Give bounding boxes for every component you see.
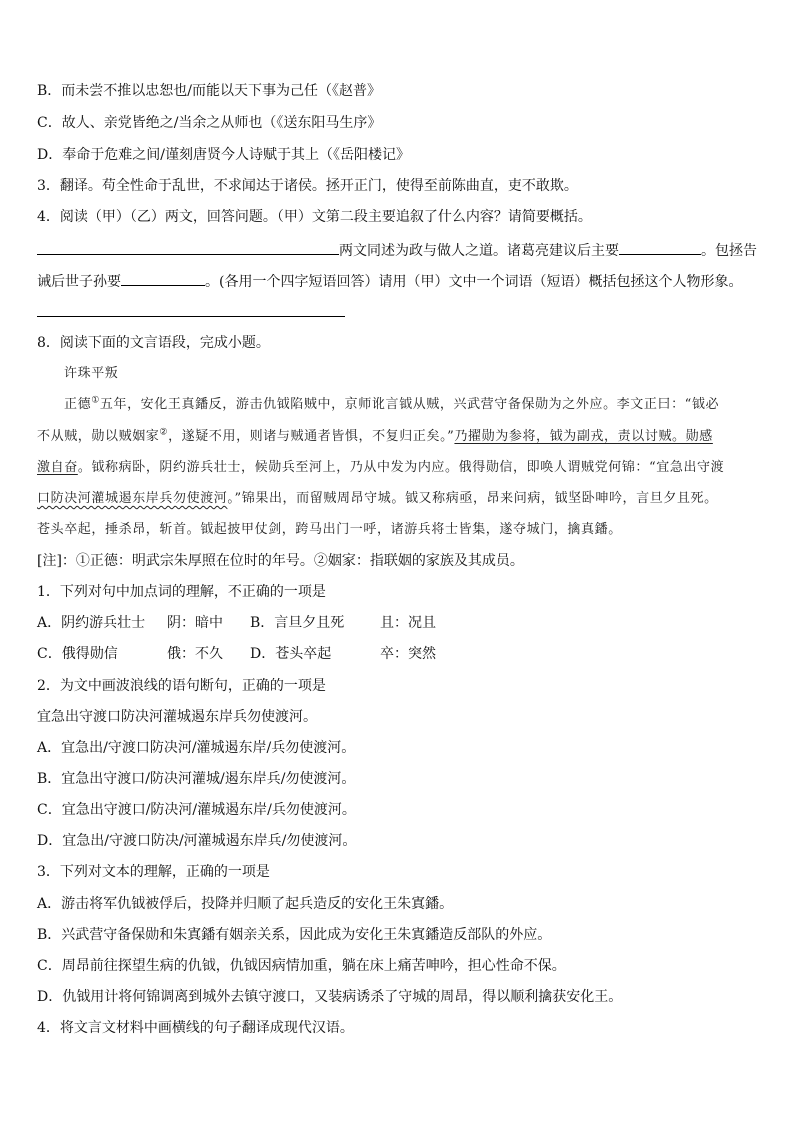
underlined-sentence: 激自奋: [37, 460, 78, 475]
footnote-marker: ②: [159, 427, 169, 438]
passage-text: 。”锦果出，而留贼周昂守城。钺又称病亟，昂来问病，钺坚卧呻吟，言旦夕且死。: [227, 491, 718, 506]
passage-line-3: [37, 459, 724, 477]
sub2-question: 2．为文中画波浪线的语句断句，正确的一项是: [37, 678, 326, 694]
q7-sub4-question: 4．阅读（甲）（乙）两文，回答问题。（甲）文第二段主要追叙了什么内容？请简要概括。: [37, 209, 592, 225]
sub1-option-b-gloss: 且：况且: [380, 615, 436, 631]
q7-option-c: C．故人、亲党皆绝之/当余之从师也（《送东阳马生序》: [37, 115, 382, 131]
footnote-marker: ①: [91, 395, 100, 406]
q7-sub4-line2-end: 。包拯告: [701, 243, 757, 259]
passage-note: [注]：①正德：明武宗朱厚照在位时的年号。②姻家：指联姻的家族及其成员。: [37, 553, 524, 569]
q7-sub4-line3-a: 诫后世子孙要: [37, 274, 121, 290]
sub2-sentence: 宜急出守渡口防决河灌城遏东岸兵勿使渡河。: [37, 709, 317, 725]
passage-text: 。钺称病卧，阴约游兵壮士，候勋兵至河上，乃从中发为内应。俄得勋信，即唤人谓贼党何锦：“宜急出守渡: [77, 460, 725, 475]
q8-heading: 8．阅读下面的文言语段，完成小题。: [37, 335, 270, 351]
sub1-question: 1．下列对句中加点词的理解，不正确的一项是: [37, 584, 326, 600]
sub3-option-c: C．周昂前往探望生病的仇钺，仇钺因病情加重，躺在床上痛苦呻吟，担心性命不保。: [37, 958, 566, 974]
answer-blank[interactable]: [37, 240, 339, 255]
passage-text: ，遂疑不用，则诸与贼通者皆惧，不复归正矣。”: [168, 429, 455, 444]
sub1-option-c-gloss: 俄：不久: [167, 646, 223, 662]
q7-sub4-line3: [37, 271, 742, 291]
sub2-option-b: B．宜急出守渡口/防决河灌城/遏东岸兵/勿使渡河。: [37, 771, 356, 787]
wavy-underlined-sentence: 口防决河灌城遏东岸兵勿使渡河: [37, 491, 228, 506]
sub3-question: 3．下列对文本的理解，正确的一项是: [37, 864, 270, 880]
sub2-option-c: C．宜急出守渡口/防决河/灌城遏东岸/兵勿使渡河。: [37, 802, 356, 818]
q7-answer-line: [37, 302, 345, 322]
q7-option-b: B．而未尝不推以忠恕也/而能以天下事为己任（《赵普》: [37, 83, 382, 99]
sub1-options-ab: [37, 614, 436, 632]
answer-blank[interactable]: [37, 302, 345, 317]
passage-text: 不从贼，勋以贼姻家: [37, 429, 160, 444]
passage-title: 许珠平叛: [64, 366, 119, 381]
sub1-option-a-gloss: 阴：暗中: [167, 615, 223, 631]
sub1-option-d: D．苍头卒起: [250, 646, 332, 662]
passage-line-5: 苍头卒起，捶杀昂，斩首。钺起披甲仗剑，跨马出门一呼，诸游兵将士皆集，遂夺城门，擒真鐇。: [37, 522, 622, 537]
passage-line-1: [64, 396, 719, 414]
q7-sub3-translation: 3．翻译。苟全性命于乱世，不求闻达于诸侯。拯开正门，使得至前陈曲直，吏不敢欺。: [37, 178, 578, 194]
passage-line-4: [37, 490, 718, 508]
passage-line-2: [37, 428, 713, 446]
q7-option-d: D．奉命于危难之间/谨刻唐贤今人诗赋于其上（《岳阳楼记》: [37, 147, 410, 163]
sub1-option-b: B．言旦夕且死: [250, 615, 345, 631]
answer-blank[interactable]: [619, 240, 701, 255]
sub1-option-c: C．俄得勋信: [37, 646, 118, 662]
q7-sub4-line2-text: 两文同述为政与做人之道。诸葛亮建议后主要: [339, 243, 619, 259]
q7-sub4-line2: [37, 240, 757, 260]
underlined-sentence: 乃擢勋为参将，钺为副戎，责以讨贼。勋感: [454, 429, 713, 444]
passage-text: 五年，安化王真鐇反，游击仇钺陷贼中，京师讹言钺从贼，兴武营守备保勋为之外应。李文正曰：“钺必: [99, 397, 720, 412]
sub3-option-b: B．兴武营守备保勋和朱寘鐇有姻亲关系，因此成为安化王朱寘鐇造反部队的外应。: [37, 927, 552, 943]
q7-sub4-line3-b: 。(各用一个四字短语回答）请用（甲）文中一个词语（短语）概括包拯这个人物形象。: [205, 274, 743, 290]
sub2-option-a: A．宜急出/守渡口防决河/灌城遏东岸/兵勿使渡河。: [37, 740, 356, 756]
sub2-option-d: D．宜急出/守渡口防决/河灌城遏东岸兵/勿使渡河。: [37, 833, 357, 849]
sub4-question: 4．将文言文材料中画横线的句子翻译成现代汉语。: [37, 1020, 354, 1036]
sub1-option-d-gloss: 卒：突然: [380, 646, 436, 662]
sub1-option-a: A．阴约游兵壮士: [37, 615, 146, 631]
answer-blank[interactable]: [121, 271, 205, 286]
sub3-option-a: A．游击将军仇钺被俘后，投降并归顺了起兵造反的安化王朱寘鐇。: [37, 896, 454, 912]
sub3-option-d: D．仇钺用计将何锦调离到城外去镇守渡口，又装病诱杀了守城的周昂，得以顺利擒获安化王。: [37, 989, 623, 1005]
sub1-options-cd: [37, 645, 436, 663]
passage-text: 正德: [64, 397, 92, 412]
